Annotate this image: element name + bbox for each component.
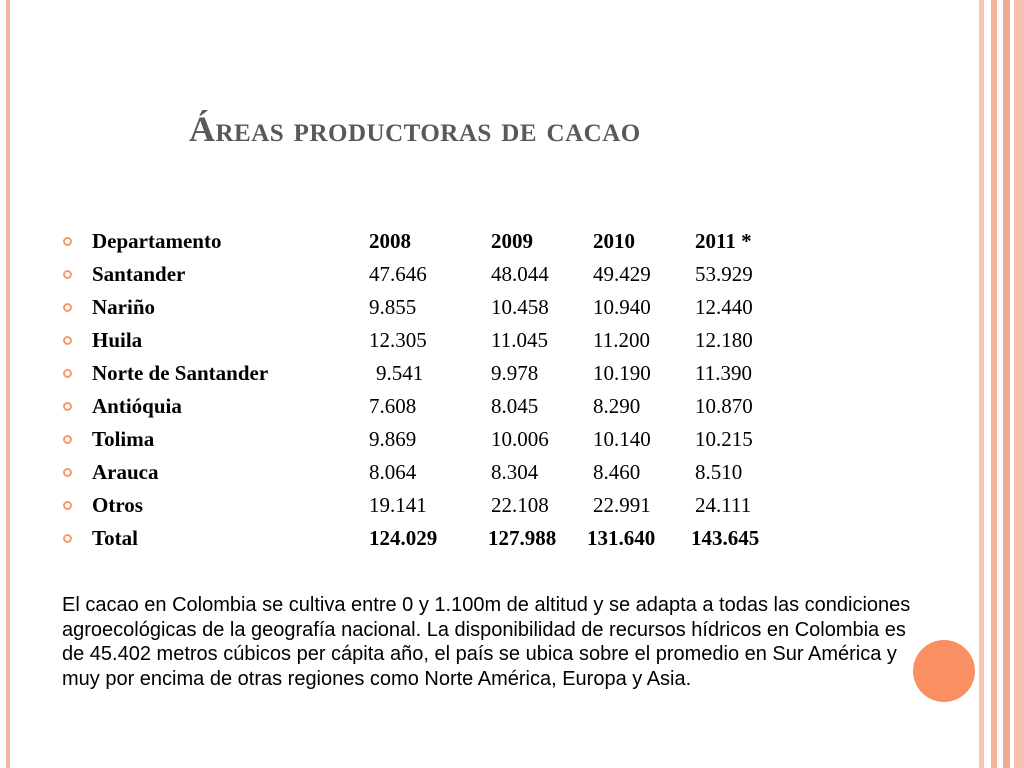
value-2008: 9.855 [369,295,417,319]
value-2008: 8.064 [369,460,417,484]
value-2010: 8.290 [593,394,641,418]
value-2009: 8.045 [491,394,539,418]
dept-name: Tolima [92,427,155,451]
dept-name: Norte de Santander [92,361,269,385]
bullet-icon [63,270,72,279]
value-2010: 10.190 [593,361,651,385]
dept-name: Arauca [92,460,159,484]
value-2011: 8.510 [695,460,743,484]
header-2009: 2009 [491,229,533,253]
total-2010: 131.640 [587,526,656,550]
total-2009: 127.988 [488,526,557,550]
value-2010: 8.460 [593,460,641,484]
value-2008: 12.305 [369,328,427,352]
description-paragraph: El cacao en Colombia se cultiva entre 0 y 1.100m de altitud y se adapta a todas las condiciones agroecológicas de la geografía nacional. La disponibilidad de recursos hídricos en Colombia es de 45.402 metros cúbicos per cápita año, el país se ubica sobre el promedio en Sur América y muy por encima de otras regiones como Norte América, Europa y Asia. [62,594,911,690]
bullet-icon [63,303,72,312]
dept-name: Santander [92,262,186,286]
value-2010: 11.200 [593,328,650,352]
value-2009: 8.304 [491,460,539,484]
dept-name: Otros [92,493,143,517]
value-2008: 19.141 [369,493,427,517]
slide-title: Áreas productoras de cacao [189,109,641,149]
value-2009: 22.108 [491,493,549,517]
value-2008: 9.541 [376,361,424,385]
stripe [991,0,997,768]
header-2010: 2010 [593,229,635,253]
bullet-icon [63,435,72,444]
value-2011: 10.870 [695,394,753,418]
value-2008: 47.646 [369,262,427,286]
left-border-line [6,0,10,768]
value-2010: 10.940 [593,295,651,319]
header-2011: 2011 * [695,229,752,253]
value-2011: 53.929 [695,262,753,286]
value-2011: 24.111 [695,493,752,517]
value-2009: 9.978 [491,361,539,385]
bullet-icon [63,336,72,345]
value-2011: 12.180 [695,328,753,352]
bullet-icon [63,369,72,378]
value-2011: 12.440 [695,295,753,319]
value-2010: 49.429 [593,262,651,286]
stripe [979,0,984,768]
dept-name: Huila [92,328,143,352]
total-label: Total [92,526,138,550]
value-2008: 9.869 [369,427,417,451]
total-2008: 124.029 [369,526,438,550]
right-decorative-stripes [979,0,1024,768]
stripe [1014,0,1024,768]
bullet-icon [63,534,72,543]
decorative-orange-circle [913,640,975,702]
stripe [1003,0,1010,768]
value-2009: 10.006 [491,427,549,451]
header-2008: 2008 [369,229,411,253]
bullet-icon [63,501,72,510]
value-2011: 10.215 [695,427,753,451]
bullet-icon [63,402,72,411]
bullet-icon [63,237,72,246]
header-departamento: Departamento [92,229,222,253]
bullet-icon [63,468,72,477]
value-2009: 48.044 [491,262,549,286]
dept-name: Nariño [92,295,155,319]
dept-name: Antióquia [92,394,182,418]
value-2009: 10.458 [491,295,549,319]
value-2009: 11.045 [491,328,548,352]
value-2010: 22.991 [593,493,651,517]
value-2011: 11.390 [695,361,752,385]
value-2010: 10.140 [593,427,651,451]
total-2011: 143.645 [691,526,760,550]
value-2008: 7.608 [369,394,417,418]
